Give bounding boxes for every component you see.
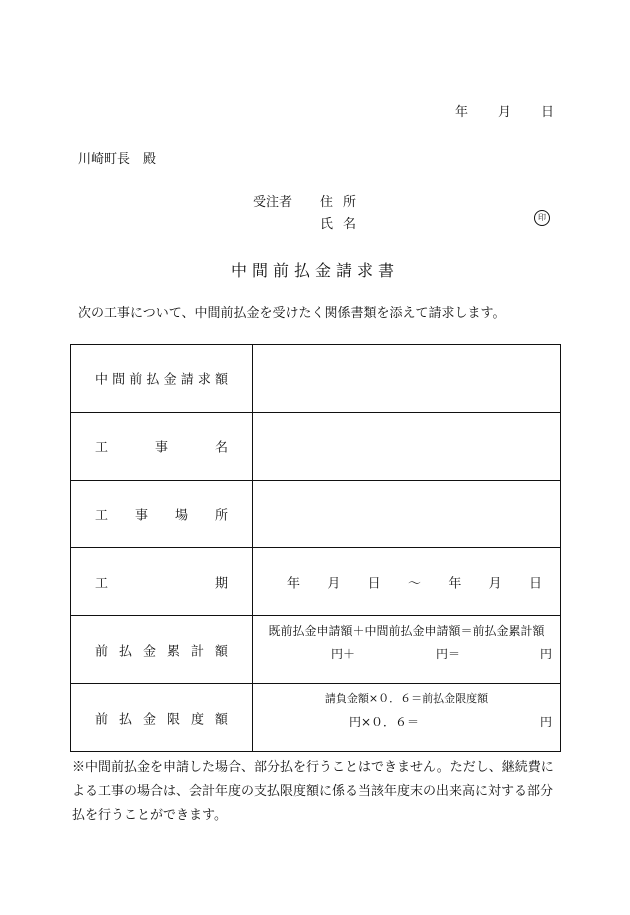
- label-char: 期: [214, 576, 228, 592]
- period-end-day: 日: [528, 576, 542, 592]
- row-label: [95, 708, 228, 727]
- label-char: 求: [197, 372, 211, 388]
- period-end-month: 月: [488, 576, 502, 592]
- label-cell: [71, 412, 253, 480]
- label-char: 請: [180, 372, 194, 388]
- label-char: 工: [95, 440, 109, 456]
- label-char: 払: [146, 372, 160, 388]
- amount-unit: 円: [539, 647, 552, 662]
- row-label: [95, 437, 228, 456]
- label-char: 度: [190, 712, 204, 728]
- period-separator: ～: [407, 576, 421, 592]
- date-year: 年: [454, 105, 468, 120]
- amount-unit: 円: [539, 715, 552, 729]
- label-cell: [71, 548, 253, 616]
- limit-amounts: [253, 713, 552, 729]
- seal-mark: 印: [534, 210, 550, 226]
- row-label: [95, 640, 228, 659]
- label-char: 累: [166, 644, 180, 660]
- label-char: 前: [129, 372, 143, 388]
- period-start-year: 年: [287, 576, 301, 592]
- date-line: [455, 101, 554, 120]
- table-row: [71, 345, 561, 413]
- label-char: 額: [214, 712, 228, 728]
- label-char: 払: [118, 644, 132, 660]
- label-char: 間: [112, 372, 126, 388]
- period-end-year: 年: [448, 576, 462, 592]
- label-char: 金: [142, 644, 156, 660]
- label-char: 事: [154, 440, 168, 456]
- limit-formula: 請負金額×０．６＝前払金限度額: [324, 692, 489, 706]
- address-label: 住所: [320, 195, 367, 210]
- project-period-cell[interactable]: [253, 548, 561, 616]
- label-cell: [71, 480, 253, 548]
- row-label: [95, 369, 228, 388]
- label-char: 所: [214, 508, 228, 524]
- label-cell: [71, 684, 253, 752]
- note-text: ※中間前払金を申請した場合、部分払を行うことはできません。ただし、継続費による工事の場合は、会計年度の支払限度額に係る当該年度末の出来高に対する部分払を行うことができます。: [72, 760, 554, 823]
- project-location-cell[interactable]: [253, 480, 561, 548]
- table-row: [71, 684, 561, 752]
- label-char: 額: [214, 644, 228, 660]
- date-month: 月: [497, 105, 511, 120]
- request-form-table: [70, 344, 561, 752]
- row-label: [95, 505, 228, 524]
- label-char: 工: [95, 576, 109, 592]
- label-char: 計: [190, 644, 204, 660]
- label-char: 事: [134, 508, 148, 524]
- project-name-cell[interactable]: [253, 412, 561, 480]
- cumulative-advance-cell[interactable]: [253, 616, 561, 684]
- label-char: 限: [166, 712, 180, 728]
- label-char: 払: [118, 712, 132, 728]
- period-start-month: 月: [327, 576, 341, 592]
- label-char: 額: [214, 372, 228, 388]
- label-cell: [71, 345, 253, 413]
- period-start-day: 日: [367, 576, 381, 592]
- label-char: 場: [174, 508, 188, 524]
- table-row: [71, 548, 561, 616]
- label-char: 工: [95, 508, 109, 524]
- date-day: 日: [540, 105, 554, 120]
- table-row: [71, 616, 561, 684]
- label-char: 中: [95, 372, 109, 388]
- document-title: 中間前払金請求書: [230, 261, 399, 280]
- amount-unit: 円＝: [436, 647, 461, 662]
- cumulative-formula: 既前払金申請額＋中間前払金申請額＝前払金累計額: [268, 624, 545, 639]
- label-char: 金: [163, 372, 177, 388]
- addressee: 川崎町長 殿: [78, 152, 157, 167]
- advance-limit-cell[interactable]: [253, 684, 561, 752]
- table-row: [71, 412, 561, 480]
- row-label: [95, 572, 228, 591]
- label-cell: [71, 616, 253, 684]
- intro-text: 次の工事について、中間前払金を受けたく関係書類を添えて請求します。: [78, 306, 506, 321]
- contractor-label: 受注者: [253, 195, 293, 210]
- table-row: [71, 480, 561, 548]
- label-char: 名: [214, 440, 228, 456]
- period-line: [287, 572, 542, 591]
- request-amount-cell[interactable]: [253, 345, 561, 413]
- cumulative-amounts: [253, 645, 552, 661]
- amount-unit: 円×０．６＝: [349, 715, 420, 729]
- name-label: 氏名: [320, 217, 367, 232]
- label-char: 前: [95, 644, 109, 660]
- label-char: 金: [142, 712, 156, 728]
- amount-unit: 円＋: [331, 647, 356, 662]
- label-char: 前: [95, 712, 109, 728]
